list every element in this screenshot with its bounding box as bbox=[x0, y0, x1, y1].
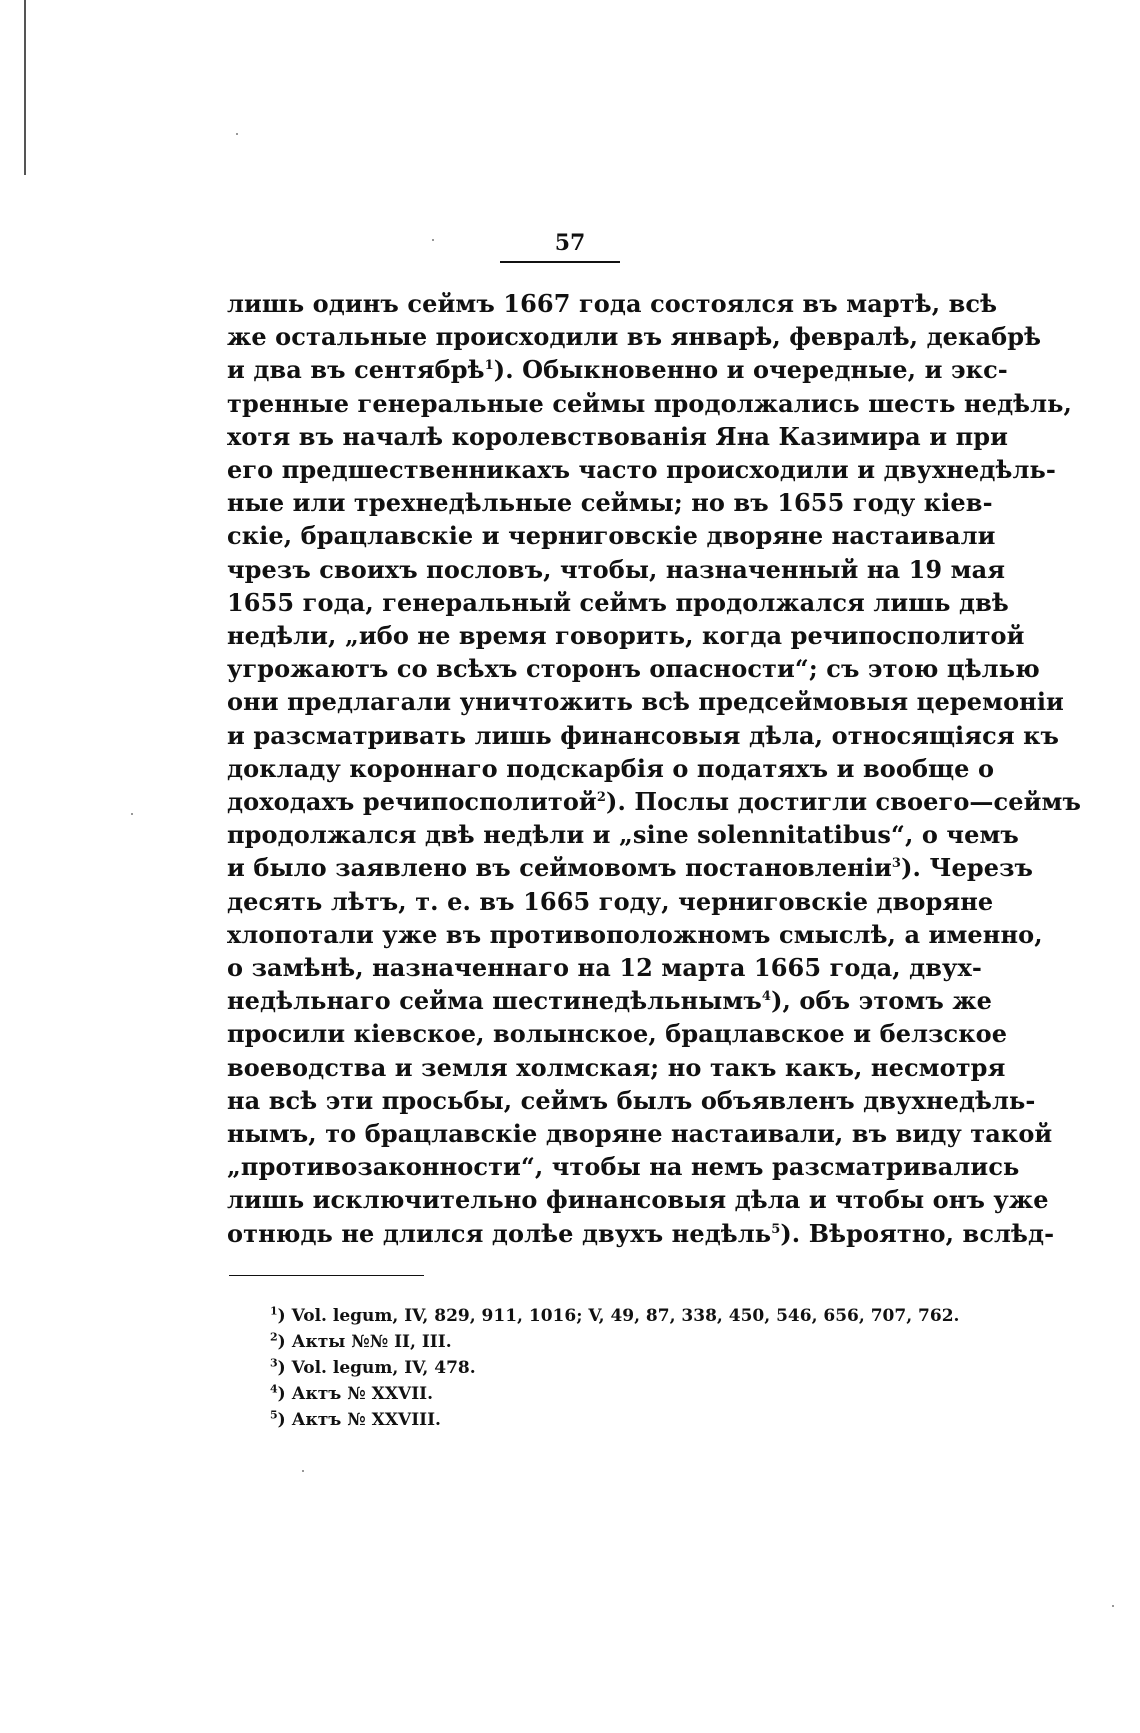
scan-edge-line bbox=[24, 0, 26, 175]
body-line-text: доходахъ речипосполитой bbox=[227, 787, 597, 817]
body-line-text: недѣли, „ибо не время говорить, когда речипосполитой bbox=[227, 621, 1025, 651]
body-line-text: просили кіевское, волынское, брацлавское и белзское bbox=[227, 1019, 1008, 1049]
body-line-text: ные или трехнедѣльные сеймы; но въ 1655 году кіев- bbox=[227, 488, 993, 518]
body-line bbox=[227, 486, 993, 519]
footnote-text: ) Актъ № XXVIII. bbox=[277, 1410, 441, 1430]
body-line-text: хотя въ началѣ королевствованія Яна Казимира и при bbox=[227, 421, 1009, 451]
body-line bbox=[227, 984, 993, 1017]
body-line-text: и два въ сентябрѣ bbox=[227, 355, 485, 385]
footnote-text: ) Vol. legum, IV, 829, 911, 1016; V, 49, 87, 338, 450, 546, 656, 707, 762. bbox=[277, 1306, 960, 1326]
body-line bbox=[227, 652, 1040, 685]
body-line-text: хлопотали уже въ противоположномъ смыслѣ, а именно, bbox=[227, 919, 1043, 949]
body-line-text-after: ), объ этомъ же bbox=[771, 986, 993, 1016]
body-line bbox=[227, 1217, 1055, 1250]
body-line-text: воеводства и земля холмская; но такъ какъ, несмотря bbox=[227, 1052, 1006, 1082]
body-line-text: тренные генеральные сеймы продолжались шесть недѣль, bbox=[227, 388, 1073, 418]
header-rule bbox=[500, 261, 620, 263]
scan-speck bbox=[432, 239, 434, 241]
page-number: 57 bbox=[554, 230, 586, 256]
body-line-text: нымъ, то брацлавскіе дворяне настаивали, въ виду такой bbox=[227, 1119, 1053, 1149]
scan-speck bbox=[302, 1470, 304, 1472]
body-line-text: 1655 года, генеральный сеймъ продолжался лишь двѣ bbox=[227, 587, 1009, 617]
footnote-reference: 3 bbox=[891, 856, 902, 872]
body-line bbox=[227, 586, 1009, 619]
footnote-item bbox=[270, 1381, 910, 1407]
body-line-text: они предлагали уничтожить всѣ предсеймовыя церемоніи bbox=[227, 687, 1064, 717]
footnote-text: ) Актъ № XXVII. bbox=[277, 1384, 434, 1404]
body-line-text: о замѣнѣ, назначеннаго на 12 марта 1665 года, двух- bbox=[227, 953, 982, 983]
footnote-marker: 1 bbox=[270, 1304, 278, 1318]
body-line bbox=[227, 1183, 1049, 1216]
body-line-text-after: ). Вѣроятно, вслѣд- bbox=[780, 1218, 1055, 1248]
body-line bbox=[227, 1117, 1053, 1150]
body-line bbox=[227, 320, 1042, 353]
footnote-marker: 3 bbox=[270, 1356, 278, 1370]
body-line bbox=[227, 1084, 1036, 1117]
footnote-text: ) Акты №№ II, III. bbox=[277, 1332, 452, 1352]
body-line bbox=[227, 420, 1009, 453]
body-line bbox=[227, 685, 1064, 718]
footnote-marker: 5 bbox=[270, 1408, 278, 1422]
footnote-rule bbox=[229, 1275, 424, 1276]
footnote-item bbox=[270, 1303, 960, 1329]
body-line bbox=[227, 553, 1006, 586]
body-line bbox=[227, 719, 1060, 752]
body-line-text: его предшественникахъ часто происходили и двухнедѣль- bbox=[227, 455, 1056, 485]
body-line-text-after: ). Черезъ bbox=[901, 853, 1034, 883]
footnote-text: ) Vol. legum, IV, 478. bbox=[277, 1358, 476, 1378]
scan-speck bbox=[236, 133, 238, 135]
scan-speck bbox=[131, 813, 133, 815]
body-line bbox=[227, 785, 1081, 818]
body-line bbox=[227, 353, 1008, 386]
body-line-text: „противозаконности“, чтобы на немъ разсматривались bbox=[227, 1152, 1020, 1182]
body-line-text: чрезъ своихъ пословъ, чтобы, назначенный на 19 мая bbox=[227, 554, 1006, 584]
body-line-text: и разсматривать лишь финансовыя дѣла, относящіяся къ bbox=[227, 720, 1060, 750]
body-line bbox=[227, 752, 995, 785]
body-line-text: же остальные происходили въ январѣ, февралѣ, декабрѣ bbox=[227, 322, 1042, 352]
footnote-item bbox=[270, 1355, 910, 1381]
body-line-text: лишь исключительно финансовыя дѣла и чтобы онъ уже bbox=[227, 1185, 1049, 1215]
body-line-text: докладу короннаго подскарбія о податяхъ и вообще о bbox=[227, 753, 995, 783]
body-line-text: недѣльнаго сейма шестинедѣльнымъ bbox=[227, 986, 762, 1016]
body-line bbox=[227, 818, 1019, 851]
footnote-item bbox=[270, 1407, 910, 1433]
body-line bbox=[227, 619, 1025, 652]
scan-speck bbox=[1112, 1605, 1114, 1607]
body-line-text: продолжался двѣ недѣли и „sine solennitatibus“, о чемъ bbox=[227, 820, 1019, 850]
footnote-marker: 4 bbox=[270, 1382, 278, 1396]
footnote-reference: 5 bbox=[771, 1221, 781, 1237]
body-line bbox=[227, 387, 1073, 420]
body-line-text: лишь одинъ сеймъ 1667 года состоялся въ мартѣ, всѣ bbox=[227, 289, 998, 318]
footnote-reference: 2 bbox=[596, 790, 606, 806]
body-line bbox=[227, 287, 998, 320]
body-line bbox=[227, 851, 1034, 884]
body-text bbox=[227, 287, 1081, 1250]
body-line bbox=[227, 453, 1056, 486]
body-line bbox=[227, 1150, 1020, 1183]
body-line-text-after: ). Обыкновенно и очередные, и экс- bbox=[493, 355, 1008, 385]
body-line-text: угрожаютъ со всѣхъ сторонъ опасности“; съ этою цѣлью bbox=[227, 654, 1040, 684]
footnote-reference: 4 bbox=[761, 989, 772, 1005]
body-line-text: отнюдь не длился долѣе двухъ недѣль bbox=[227, 1218, 772, 1248]
body-line bbox=[227, 1017, 1008, 1050]
body-line bbox=[227, 951, 982, 984]
body-line bbox=[227, 918, 1043, 951]
body-line-text: скіе, брацлавскіе и черниговскіе дворяне настаивали bbox=[227, 521, 996, 551]
body-line bbox=[227, 519, 996, 552]
footnote-reference: 1 bbox=[484, 358, 494, 374]
body-line bbox=[227, 885, 994, 918]
body-line bbox=[227, 1051, 1006, 1084]
body-line-text: десять лѣтъ, т. е. въ 1665 году, черниговскіе дворяне bbox=[227, 886, 994, 916]
footnote-marker: 2 bbox=[270, 1330, 278, 1344]
footnotes bbox=[270, 1303, 960, 1433]
footnote-item bbox=[270, 1329, 910, 1355]
body-line-text-after: ). Послы достигли своего—сеймъ bbox=[605, 787, 1081, 817]
body-line-text: и было заявлено въ сеймовомъ постановленіи bbox=[227, 853, 892, 883]
body-line-text: на всѣ эти просьбы, сеймъ былъ объявленъ двухнедѣль- bbox=[227, 1085, 1036, 1115]
